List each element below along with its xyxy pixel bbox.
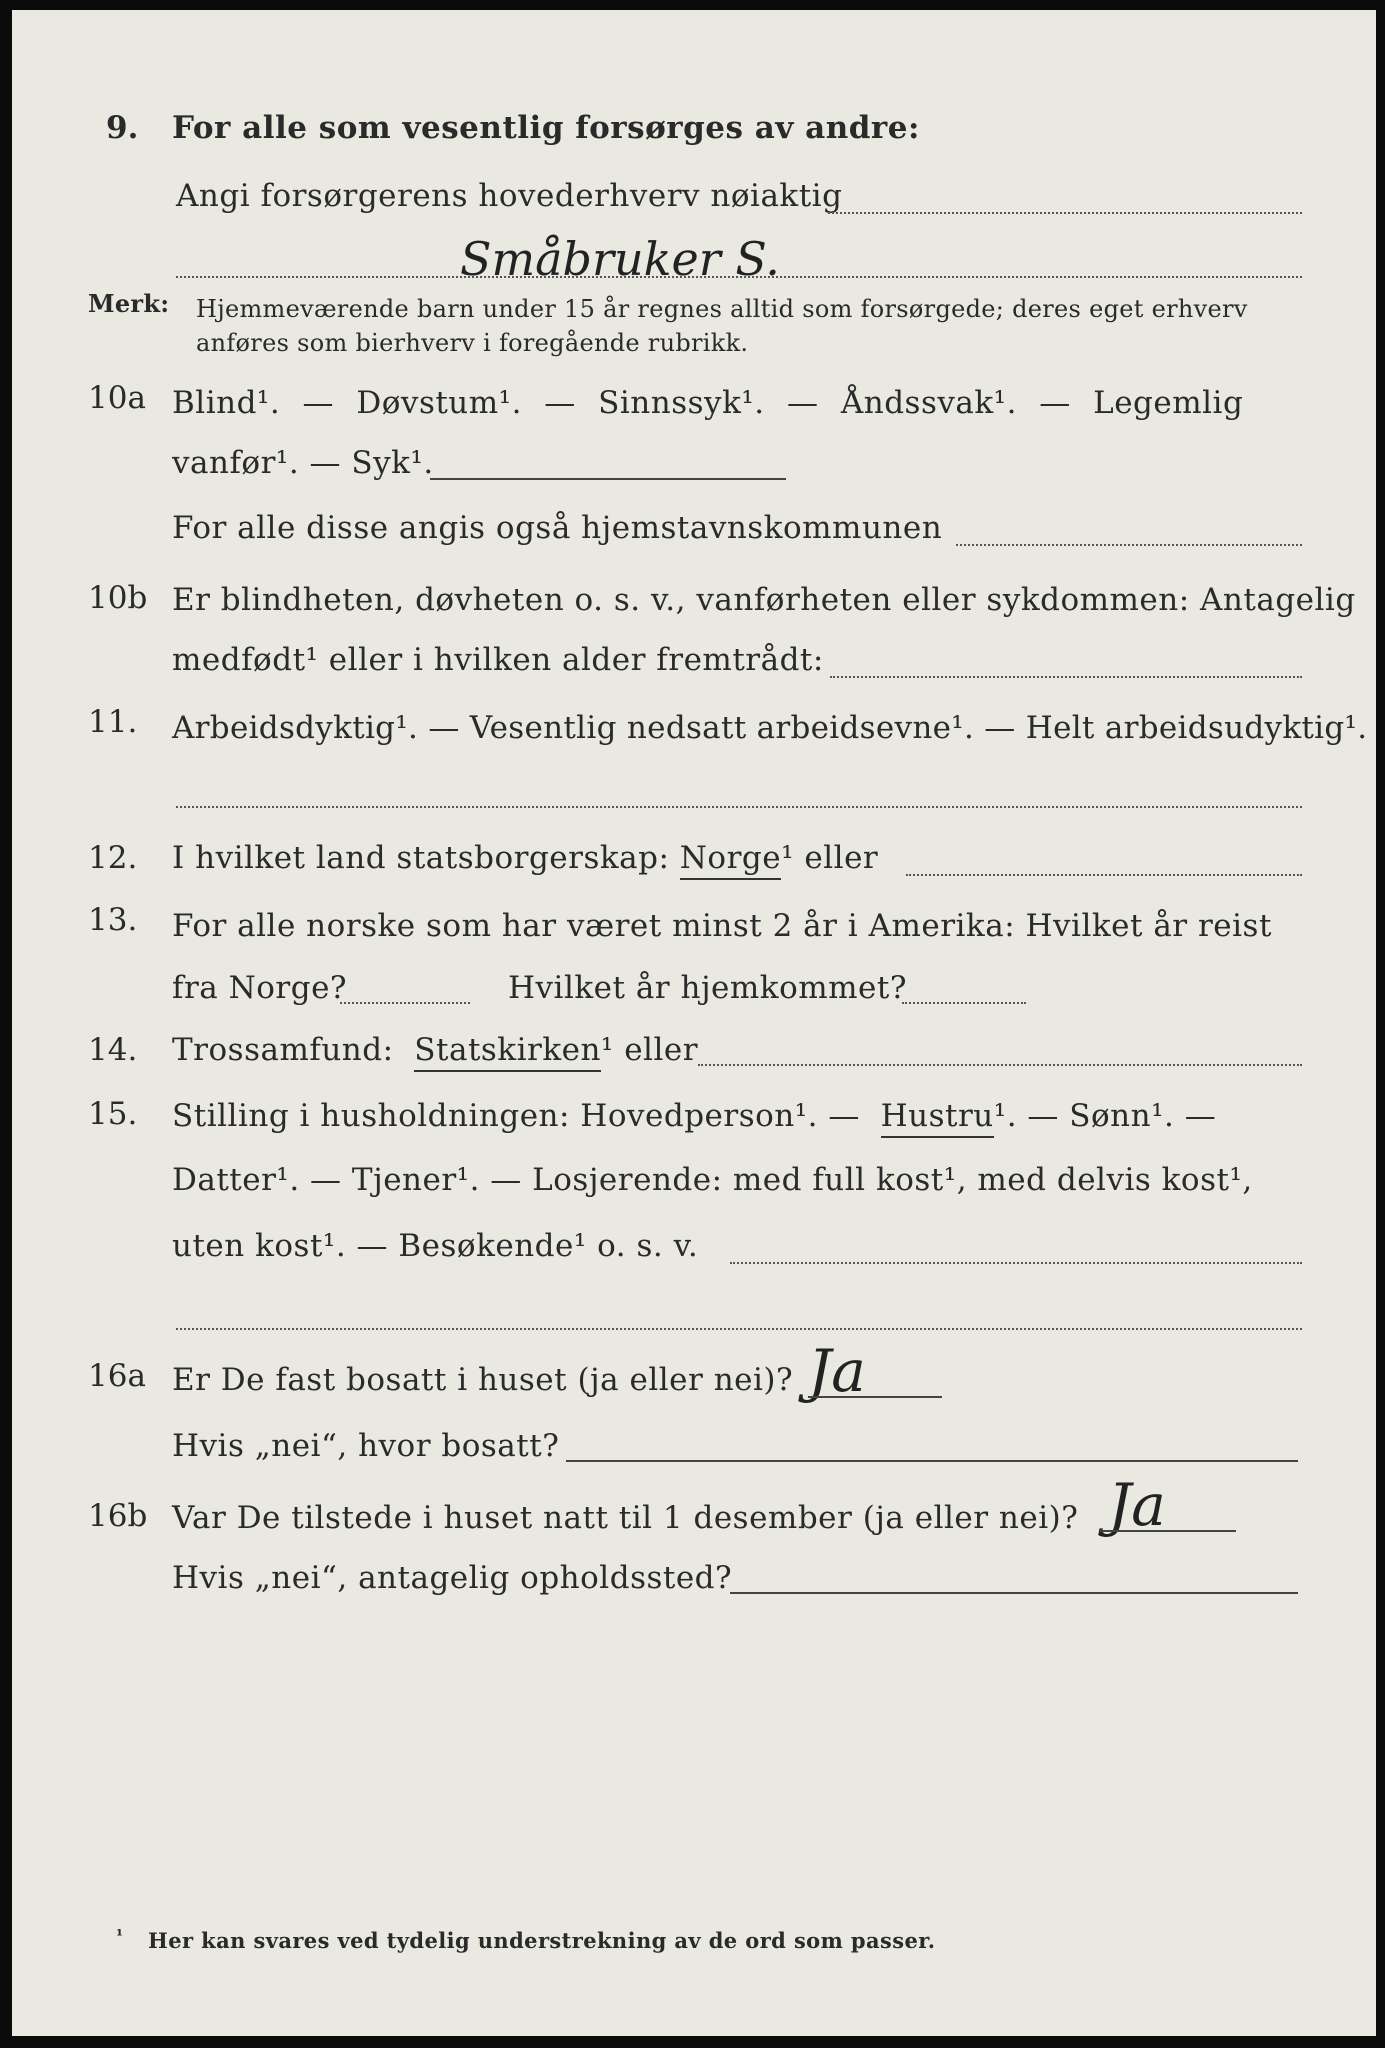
q14-suffix: ¹ eller xyxy=(600,1032,699,1068)
q9-number: 9. xyxy=(106,110,139,146)
q16b-opholdssted-line xyxy=(730,1592,1298,1594)
q14-answer-line xyxy=(698,1064,1302,1066)
q15-answer-line-1 xyxy=(730,1262,1302,1264)
q13-line-2a: fra Norge? xyxy=(172,970,348,1006)
q10a-line-3: For alle disse angis også hjemstavnskommunen xyxy=(172,510,943,546)
q12-number: 12. xyxy=(88,840,138,876)
q9-prompt: Angi forsørgerens hovederhverv nøiaktig xyxy=(176,178,843,214)
q12-suffix: ¹ eller xyxy=(781,840,879,876)
q14-prompt: Trossamfund: xyxy=(172,1032,394,1068)
q15-line-1-prompt: Stilling i husholdningen: Hovedperson¹. — xyxy=(172,1098,860,1134)
q14-selected-statskirken: Statskirken xyxy=(414,1032,601,1072)
q13-hjemkommet-line xyxy=(902,1002,1026,1004)
footnote-text: Her kan svares ved tydelig understrekning av de ord som passer. xyxy=(148,1928,936,1953)
q13-reist-line xyxy=(340,1002,470,1004)
q16a-line-1: Er De fast bosatt i huset (ja eller nei)? xyxy=(172,1362,794,1398)
q15-number: 15. xyxy=(88,1096,138,1132)
q10a-line-1: Blind¹. — Døvstum¹. — Sinnssyk¹. — Åndssvak¹. — Legemlig xyxy=(172,385,1244,421)
q16a-handwritten-answer: Ja xyxy=(808,1337,866,1405)
q13-line-1: For alle norske som har været minst 2 år i Amerika: Hvilket år reist xyxy=(172,908,1272,944)
q10a-number: 10a xyxy=(88,380,146,416)
q16b-line-1: Var De tilstede i huset natt til 1 desember (ja eller nei)? xyxy=(172,1500,1079,1536)
q12-line xyxy=(172,838,878,878)
q15-answer-line-2 xyxy=(176,1328,1302,1330)
q11-answer-line xyxy=(176,806,1302,808)
q12-selected-norge: Norge xyxy=(680,840,781,880)
q11-line-1: Arbeidsdyktig¹. — Vesentlig nedsatt arbeidsevne¹. — Helt arbeidsudyktig¹. xyxy=(172,710,1368,746)
q14-number: 14. xyxy=(88,1032,138,1068)
q13-number: 13. xyxy=(88,902,138,938)
q12-prompt: I hvilket land statsborgerskap: xyxy=(172,840,670,876)
q16a-bosatt-line xyxy=(566,1460,1298,1462)
q10b-number: 10b xyxy=(88,580,148,616)
q16b-answer-line xyxy=(1100,1530,1236,1532)
q15-selected-hustru: Hustru xyxy=(881,1098,994,1138)
q16a-line-2: Hvis „nei“, hvor bosatt? xyxy=(172,1428,560,1464)
q12-answer-line xyxy=(906,874,1302,876)
q9-answer-line-1 xyxy=(828,212,1302,214)
q10a-hjemstavn-line xyxy=(956,544,1302,546)
q16b-line-2: Hvis „nei“, antagelig opholdssted? xyxy=(172,1560,733,1596)
note-label: Merk: xyxy=(88,289,170,318)
q15-line-3: uten kost¹. — Besøkende¹ o. s. v. xyxy=(172,1228,699,1264)
q14-line xyxy=(172,1030,698,1070)
q10a-line-2: vanfør¹. — Syk¹. xyxy=(172,445,434,481)
q10b-line-1: Er blindheten, døvheten o. s. v., vanførheten eller sykdommen: Antagelig xyxy=(172,582,1356,618)
q16a-answer-line xyxy=(808,1396,942,1398)
q10a-syk-line xyxy=(430,478,786,480)
q16b-number: 16b xyxy=(88,1498,148,1534)
q9-title: For alle som vesentlig forsørges av andre: xyxy=(172,110,920,146)
q9-handwritten-answer: Småbruker S. xyxy=(460,232,780,286)
q16a-number: 16a xyxy=(88,1358,146,1394)
q15-line-2: Datter¹. — Tjener¹. — Losjerende: med full kost¹, med delvis kost¹, xyxy=(172,1162,1253,1198)
q16b-handwritten-answer: Ja xyxy=(1108,1471,1166,1539)
note-line-2: anføres som bierhverv i foregående rubrikk. xyxy=(196,329,749,357)
q15-line-1 xyxy=(172,1096,1216,1136)
note-line-1: Hjemmeværende barn under 15 år regnes alltid som forsørgede; deres eget erhverv xyxy=(196,295,1248,323)
footnote-mark: ¹ xyxy=(116,1926,124,1945)
q11-number: 11. xyxy=(88,704,138,740)
q10b-answer-line xyxy=(830,676,1302,678)
q13-line-2b: Hvilket år hjemkommet? xyxy=(508,970,907,1006)
q10b-line-2: medfødt¹ eller i hvilken alder fremtrådt: xyxy=(172,642,824,678)
q15-line-1-suffix: ¹. — Sønn¹. — xyxy=(993,1098,1217,1134)
